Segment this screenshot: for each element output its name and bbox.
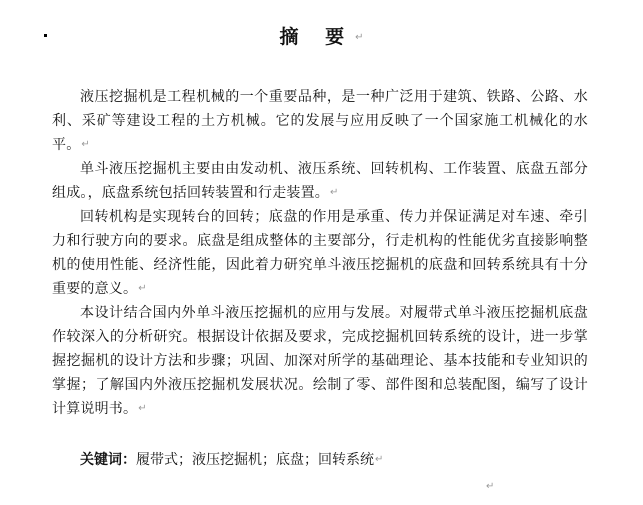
- keywords-label: 关键词：: [80, 452, 136, 468]
- return-mark-icon: ↵: [138, 283, 147, 294]
- paragraph-2: 单斗液压挖掘机主要由由发动机、液压系统、回转机构、工作装置、底盘五部分组成。，底盘系统包括回转装置和行走装置。↵: [52, 161, 588, 201]
- abstract-body: [52, 85, 588, 421]
- paragraph-4: 本设计结合国内外单斗液压挖掘机的应用与发展。对履带式单斗液压挖掘机底盘作较深入的分析研究。根据设计依据及要求，完成挖掘机回转系统的设计，进一步掌握挖掘机的设计方法和步骤；巩固、加深对所学的基础理论、基本技能和专业知识的掌握；了解国内外液压挖掘机发展状况。绘制了零、部件图和总装配图，编写了设计计算说明书。↵: [52, 305, 588, 417]
- return-mark-icon: ↵: [486, 481, 495, 492]
- return-mark-icon: ↵: [355, 31, 364, 43]
- keywords-text: 履带式；液压挖掘机；底盘；回转系统: [136, 452, 374, 468]
- abstract-title: [0, 24, 643, 51]
- title-text: 摘 要: [279, 26, 355, 48]
- paragraph-1: 液压挖掘机是工程机械的一个重要品种，是一种广泛用于建筑、铁路、公路、水利、采矿等建设工程的土方机械。它的发展与应用反映了一个国家施工机械化的水平。↵: [52, 89, 588, 153]
- return-mark-icon: ↵: [375, 454, 384, 465]
- return-mark-icon: ↵: [81, 139, 90, 150]
- return-mark-icon: ↵: [138, 403, 147, 414]
- paragraph-3: 回转机构是实现转台的回转；底盘的作用是承重、传力并保证满足对车速、牵引力和行驶方向的要求。底盘是组成整体的主要部分，行走机构的性能优劣直接影响整机的使用性能、经济性能，因此着力研究单斗液压挖掘机的底盘和回转系统具有十分重要的意义。↵: [52, 209, 588, 297]
- return-mark-icon: ↵: [330, 187, 339, 198]
- keywords-line: [80, 449, 383, 471]
